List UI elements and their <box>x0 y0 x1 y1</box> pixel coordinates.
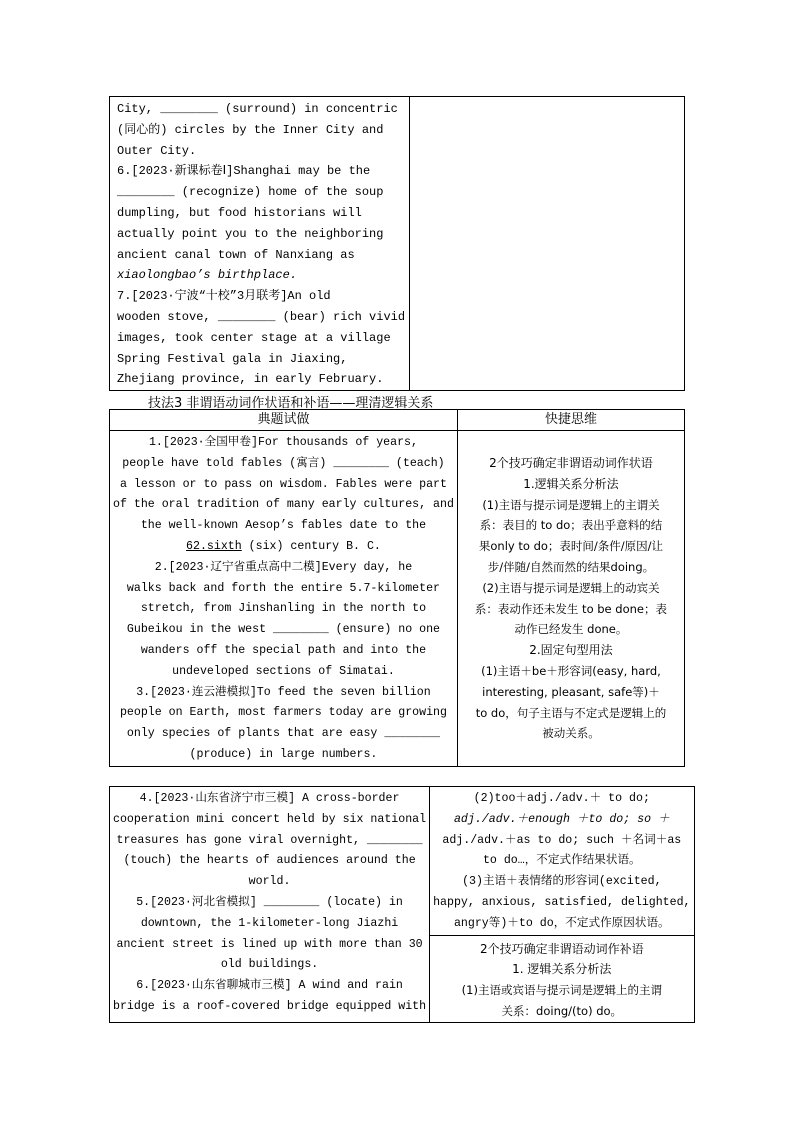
text-line: (3)主语＋表情绪的形容词(excited, <box>462 875 662 889</box>
text-line: 2个技巧确定非谓语动词作补语 <box>479 941 644 956</box>
text-line: (touch) the hearts of audiences around the <box>123 854 416 868</box>
bottom-table-right-bottom-cell <box>430 935 694 1022</box>
text-line: images, took center stage at a village <box>117 330 391 345</box>
text-line: 果only to do；表时间/条件/原因/让 <box>478 539 664 554</box>
text-line: stretch, from Jinshanling in the north to <box>140 602 427 616</box>
text-line: 6.[2023·新课标卷Ⅰ]Shanghai may be the <box>117 164 371 179</box>
text-line: of the oral tradition of many early cultures, and <box>113 498 454 512</box>
section-title: 技法3 非谓语动词作状语和补语——理清逻辑关系 <box>148 396 434 411</box>
text-line: xiaolongbao’s birthplace. <box>117 268 298 283</box>
text-line: downtown, the 1-kilometer-long Jiazhi <box>140 916 399 930</box>
text-line: wanders off the special path and into the <box>140 643 427 657</box>
answer-underlined: 62.sixth <box>186 539 242 553</box>
text-line: to do…，不定式作结果状语。 <box>482 854 641 868</box>
middle-table-right-cell <box>457 431 684 767</box>
text-line: (1)主语与提示词是逻辑上的主谓关 <box>482 497 660 512</box>
text-line: Spring Festival gala in Jiaxing, <box>117 351 348 366</box>
text-line: people on Earth, most farmers today are growing <box>119 706 447 720</box>
text-line: (1)主语＋be＋形容词(easy, hard, <box>481 663 661 678</box>
text-line: cooperation mini concert held by six national <box>113 812 427 826</box>
text-line: only species of plants that are easy ________ <box>126 727 440 741</box>
bottom-table <box>109 786 695 1023</box>
text-line: 7.[2023·宁波“十校”3月联考]An old <box>117 289 331 304</box>
text-line: 关系：doing/(to) do。 <box>501 1003 623 1018</box>
text-line: 3.[2023·连云港模拟]To feed the seven billion <box>136 685 431 699</box>
text-line: (同心的) circles by the Inner City and <box>117 122 384 137</box>
text-line: people have told fables (寓言) ________ (teach) <box>122 456 445 470</box>
text-line: ancient street is lined up with more than 30 <box>116 937 423 951</box>
text-line: adj./adv.＋as to do; such ＋名词＋as <box>442 833 682 847</box>
text-line: undeveloped sections of Simatai. <box>172 664 395 678</box>
text-line: Zhejiang province, in early February. <box>117 372 384 387</box>
answer-rest: (six) century B. C. <box>241 539 381 553</box>
text-line: old buildings. <box>220 958 319 972</box>
text-line: 系：表目的 to do；表出乎意料的结 <box>479 518 663 533</box>
text-line: ________ (recognize) home of the soup <box>117 185 384 200</box>
text-line: 2.固定句型用法 <box>529 643 613 658</box>
text-line: world. <box>248 875 291 889</box>
text-line: 6.[2023·山东省聊城市三模] A wind and rain <box>136 979 403 993</box>
text-line: ancient canal town of Nanxiang as <box>117 247 355 262</box>
text-line: (produce) in large numbers. <box>189 747 378 761</box>
text-line: City, ________ (surround) in concentric <box>117 102 398 116</box>
text-line: (2)主语与提示词是逻辑上的动宾关 <box>482 580 660 595</box>
text-line: (2)too＋adj./adv.＋ to do; <box>473 792 650 805</box>
text-line: 1.[2023·全国甲卷]For thousands of years, <box>148 436 418 449</box>
bottom-table-right-top-cell <box>430 787 694 936</box>
text-line: Gubeikou in the west ________ (ensure) no one <box>126 623 440 637</box>
middle-table <box>109 409 685 767</box>
header-kuaijie-siwei: 快捷思维 <box>457 410 684 431</box>
text-line: to do，句子主语与不定式是逻辑上的 <box>475 705 667 720</box>
text-line: 被动关系。 <box>542 726 600 741</box>
text-line: 动作已经发生 done。 <box>514 622 628 637</box>
text-line: 系：表动作还未发生 to be done；表 <box>474 601 667 616</box>
text-line: 步/伴随/自然而然的结果doing。 <box>487 559 655 574</box>
text-line: adj./adv.＋enough ＋to do; so ＋ <box>453 812 670 826</box>
text-line: 4.[2023·山东省济宁市三模] A cross-border <box>139 792 400 805</box>
text-line: 5.[2023·河北省模拟] ________ (locate) in <box>136 895 403 909</box>
bottom-table-left-cell <box>110 787 430 1023</box>
text-line: interesting, pleasant, safe等)＋ <box>482 684 660 699</box>
top-table-right-cell <box>410 97 685 391</box>
top-table-left-cell <box>110 97 410 391</box>
top-table <box>109 96 685 391</box>
text-line: walks back and forth the entire 5.7-kilometer <box>126 581 440 595</box>
text-line: the well-known Aesop’s fables date to the <box>140 519 427 533</box>
text-line: bridge is a roof-covered bridge equipped with <box>113 999 427 1013</box>
header-dianti-shizuo: 典题试做 <box>110 410 458 431</box>
text-line: wooden stove, ________ (bear) rich vivid <box>117 309 406 324</box>
text-line: 1.逻辑关系分析法 <box>523 476 619 491</box>
text-line: treasures has gone viral overnight, ________ <box>116 833 423 847</box>
text-line: happy, anxious, satisfied, delighted, <box>433 895 691 909</box>
text-line: (1)主语或宾语与提示词是逻辑上的主谓 <box>461 983 662 998</box>
text-line: actually point you to the neighboring <box>117 226 384 241</box>
text-line: dumpling, but food historians will <box>117 205 362 220</box>
middle-table-left-cell <box>110 431 458 767</box>
text-line: 1. 逻辑关系分析法 <box>512 962 612 977</box>
text-line: Outer City. <box>117 143 197 158</box>
text-line: 2.[2023·辽宁省重点高中二模]Every day, he <box>154 560 413 574</box>
text-line: angry等)＋to do，不定式作原因状语。 <box>453 916 670 930</box>
answer-line <box>113 537 454 558</box>
text-line: a lesson or to pass on wisdom. Fables were part <box>119 477 447 491</box>
text-line: 2个技巧确定非谓语动词作状语 <box>489 456 653 470</box>
